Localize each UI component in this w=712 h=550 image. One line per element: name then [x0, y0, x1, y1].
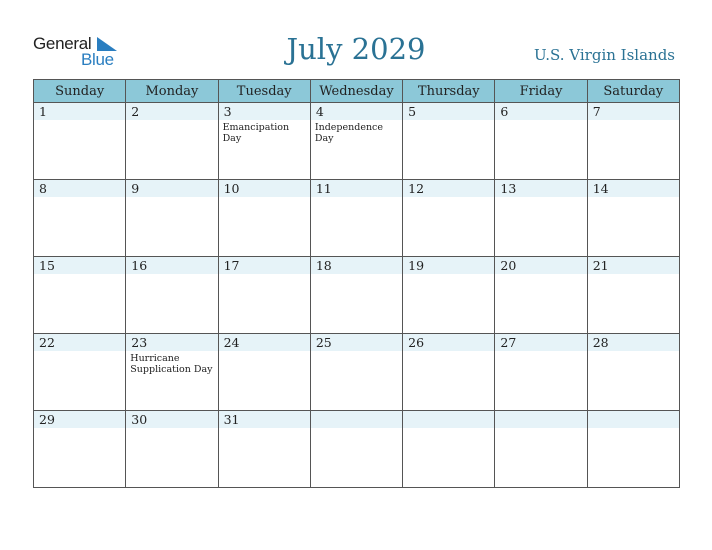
day-number: 12: [403, 180, 494, 197]
calendar-grid: [33, 79, 680, 488]
day-cell: [34, 411, 126, 488]
day-number: 27: [495, 334, 586, 351]
day-number: 22: [34, 334, 125, 351]
day-number: 13: [495, 180, 586, 197]
day-number: 11: [311, 180, 402, 197]
day-cell: [403, 180, 495, 257]
holiday-label: Independence Day: [314, 122, 384, 144]
day-cell: [587, 257, 679, 334]
day-number: 20: [495, 257, 586, 274]
day-cell: [34, 334, 126, 411]
day-cell: [403, 334, 495, 411]
day-cell: [126, 257, 218, 334]
weekday-header: Sunday: [34, 80, 126, 103]
week-row: [34, 103, 680, 180]
holiday-label: Emancipation Day: [222, 122, 290, 144]
weekday-header: Friday: [495, 80, 587, 103]
day-cell: [310, 103, 402, 180]
day-number: 24: [219, 334, 310, 351]
day-number: 25: [311, 334, 402, 351]
day-cell: [310, 257, 402, 334]
day-cell: [495, 103, 587, 180]
day-cell: [126, 411, 218, 488]
day-number: [495, 411, 586, 428]
day-number: 10: [219, 180, 310, 197]
day-number: 29: [34, 411, 125, 428]
day-cell: [495, 180, 587, 257]
day-number: [403, 411, 494, 428]
day-number: 30: [126, 411, 217, 428]
day-cell: [403, 103, 495, 180]
day-number: 9: [126, 180, 217, 197]
day-cell: [218, 103, 310, 180]
day-number: 6: [495, 103, 586, 120]
day-number: 1: [34, 103, 125, 120]
brand-blue-text: Blue: [81, 50, 114, 69]
day-cell: [218, 411, 310, 488]
day-number: 5: [403, 103, 494, 120]
day-number: 21: [588, 257, 679, 274]
calendar-region: U.S. Virgin Islands: [534, 46, 675, 64]
holiday-label: Hurricane Supplication Day: [130, 353, 213, 375]
day-cell: [310, 180, 402, 257]
day-cell: [34, 180, 126, 257]
weekday-header: Thursday: [403, 80, 495, 103]
day-cell: [126, 103, 218, 180]
day-number: 16: [126, 257, 217, 274]
day-number: [311, 411, 402, 428]
day-cell: [587, 103, 679, 180]
calendar-title: July 2029: [286, 32, 426, 66]
day-cell: [495, 334, 587, 411]
day-number: 19: [403, 257, 494, 274]
day-number: 4: [311, 103, 402, 120]
day-cell: [587, 180, 679, 257]
day-cell: [495, 257, 587, 334]
weekday-header: Tuesday: [218, 80, 310, 103]
day-number: 3: [219, 103, 310, 120]
day-cell: [34, 103, 126, 180]
day-cell: [218, 334, 310, 411]
week-row: [34, 411, 680, 488]
week-row: [34, 180, 680, 257]
day-number: 14: [588, 180, 679, 197]
day-number: 18: [311, 257, 402, 274]
weekday-header: Saturday: [587, 80, 679, 103]
day-cell: [587, 411, 679, 488]
day-cell: [310, 334, 402, 411]
day-number: 8: [34, 180, 125, 197]
day-cell: [218, 180, 310, 257]
day-number: [588, 411, 679, 428]
day-cell: [310, 411, 402, 488]
day-cell: [126, 334, 218, 411]
weekday-header-row: [34, 80, 680, 103]
day-number: 15: [34, 257, 125, 274]
week-row: [34, 257, 680, 334]
day-cell: [34, 257, 126, 334]
day-number: 28: [588, 334, 679, 351]
day-cell: [495, 411, 587, 488]
day-cell: [403, 257, 495, 334]
day-cell: [218, 257, 310, 334]
day-number: 26: [403, 334, 494, 351]
weekday-header: Monday: [126, 80, 218, 103]
brand-general-text: General: [33, 34, 92, 53]
day-number: 17: [219, 257, 310, 274]
day-number: 2: [126, 103, 217, 120]
day-cell: [126, 180, 218, 257]
day-number: 31: [219, 411, 310, 428]
day-cell: [403, 411, 495, 488]
weekday-header: Wednesday: [310, 80, 402, 103]
day-number: 23: [126, 334, 217, 351]
week-row: [34, 334, 680, 411]
day-number: 7: [588, 103, 679, 120]
day-cell: [587, 334, 679, 411]
